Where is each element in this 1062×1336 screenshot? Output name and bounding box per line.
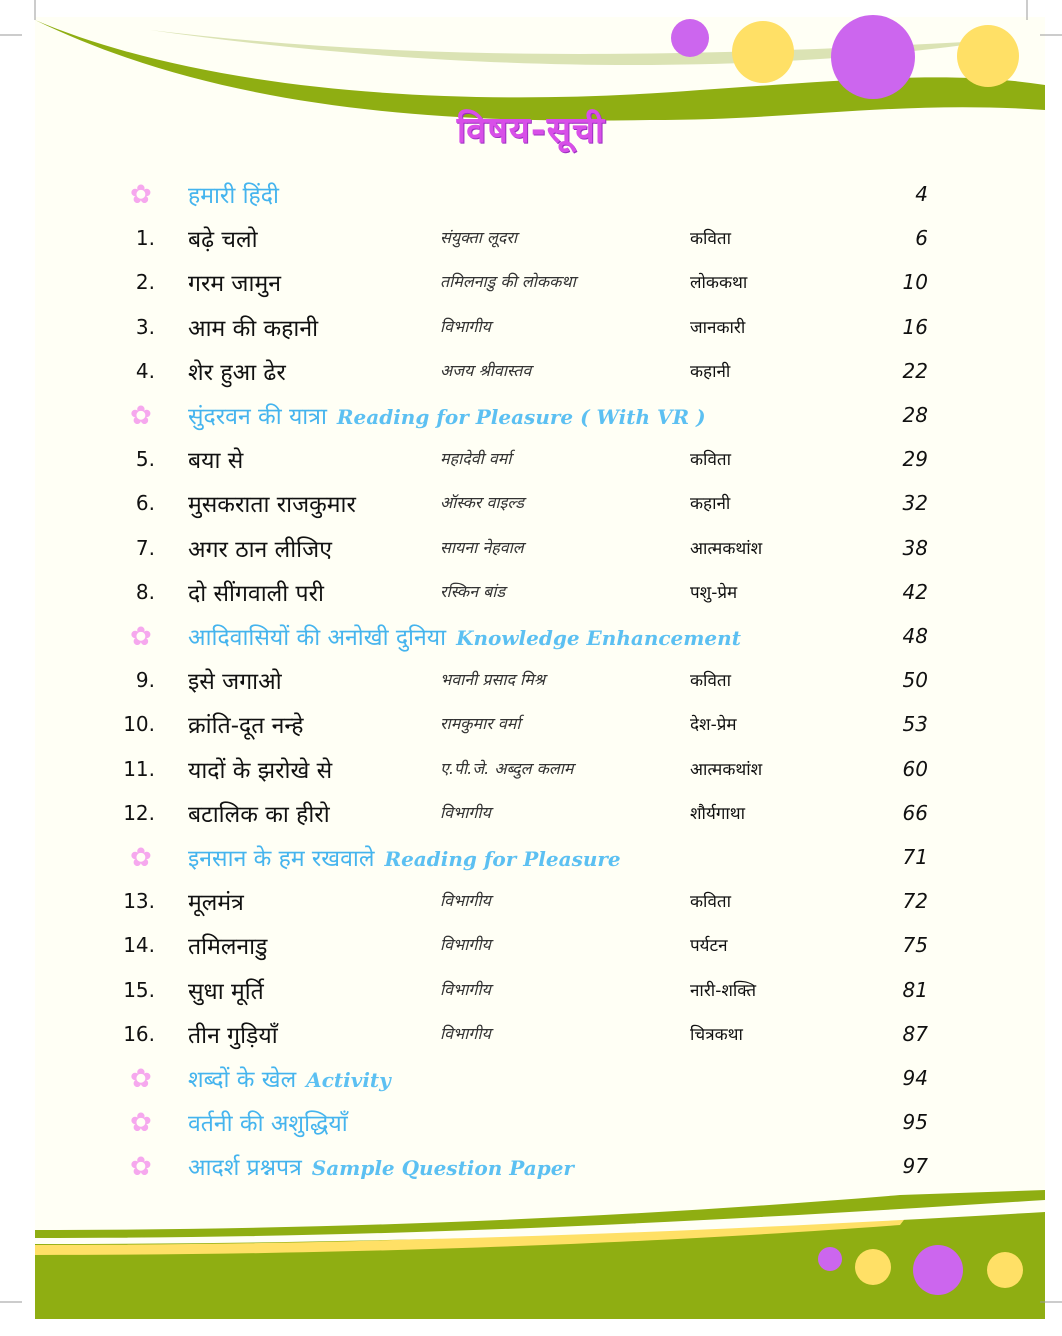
toc-lesson-row[interactable] bbox=[0, 226, 1062, 266]
toc-section-row[interactable] bbox=[0, 624, 1062, 664]
page-number: 75 bbox=[902, 933, 928, 958]
lesson-title: मूलमंत्र bbox=[188, 890, 244, 917]
lesson-title: तीन गुड़ियाँ bbox=[188, 1022, 278, 1049]
lesson-author: भवानी प्रसाद मिश्र bbox=[440, 670, 546, 690]
section-title-hindi: आदर्श प्रश्नपत्र bbox=[188, 1155, 302, 1182]
page-number: 29 bbox=[902, 447, 928, 472]
bottom-green-band bbox=[35, 1190, 1045, 1319]
page-number: 4 bbox=[915, 182, 928, 206]
lesson-genre: आत्मकथांश bbox=[690, 759, 763, 780]
lesson-genre: नारी-शक्ति bbox=[690, 980, 757, 1001]
lesson-author: ए.पी.जे. अब्दुल कलाम bbox=[440, 758, 574, 778]
lesson-author: रामकुमार वर्मा bbox=[440, 714, 521, 734]
lesson-author: संयुक्ता लूदरा bbox=[440, 228, 518, 248]
lesson-genre: पर्यटन bbox=[690, 936, 728, 957]
page-number: 66 bbox=[902, 800, 928, 825]
lesson-title: शेर हुआ ढेर bbox=[188, 359, 286, 386]
flower-icon: ✿ bbox=[130, 1108, 152, 1139]
lesson-genre: आत्मकथांश bbox=[690, 538, 763, 559]
page-title: विषय-सूची bbox=[456, 110, 606, 151]
toc-lesson-row[interactable] bbox=[0, 757, 1062, 797]
flower-icon: ✿ bbox=[130, 401, 152, 431]
lesson-author: विभागीय bbox=[440, 935, 491, 955]
section-title-english: Knowledge Enhancement bbox=[456, 626, 741, 650]
section-title bbox=[188, 841, 621, 873]
section-title bbox=[188, 1150, 574, 1182]
page-number: 95 bbox=[902, 1110, 928, 1135]
page-number: 38 bbox=[902, 535, 928, 560]
page-number: 81 bbox=[902, 977, 928, 1002]
yellow-circle bbox=[987, 1252, 1023, 1288]
lesson-title: बढ़े चलो bbox=[188, 227, 258, 254]
toc-section-row[interactable] bbox=[0, 182, 1062, 222]
lesson-author: तमिलनाडु की लोककथा bbox=[440, 272, 576, 292]
lesson-title: गरम जामुन bbox=[188, 271, 281, 298]
lesson-author: सायना नेहवाल bbox=[440, 537, 524, 557]
section-title bbox=[188, 1062, 391, 1094]
lesson-author: विभागीय bbox=[440, 1023, 491, 1043]
flower-icon: ✿ bbox=[130, 622, 152, 652]
section-title-hindi: इनसान के हम रखवाले bbox=[188, 846, 375, 872]
page-number: 87 bbox=[902, 1021, 928, 1046]
toc-lesson-row[interactable] bbox=[0, 315, 1062, 355]
toc-lesson-row[interactable] bbox=[0, 668, 1062, 708]
lesson-number: 6. bbox=[135, 491, 155, 516]
yellow-circle bbox=[855, 1249, 891, 1285]
toc-lesson-row[interactable] bbox=[0, 491, 1062, 531]
yellow-circle bbox=[732, 21, 794, 83]
lesson-author: अजय श्रीवास्तव bbox=[440, 360, 532, 380]
flower-icon: ✿ bbox=[130, 843, 152, 873]
lesson-author: विभागीय bbox=[440, 802, 491, 822]
lesson-genre: जानकारी bbox=[690, 317, 746, 338]
lesson-genre: चित्रकथा bbox=[690, 1024, 743, 1045]
lesson-genre: कविता bbox=[690, 229, 732, 250]
lesson-number: 12. bbox=[123, 800, 155, 825]
section-title bbox=[188, 1106, 348, 1138]
lesson-genre: कहानी bbox=[690, 494, 731, 515]
lesson-title: दो सींगवाली परी bbox=[188, 580, 324, 607]
lesson-number: 8. bbox=[135, 579, 155, 604]
section-title bbox=[188, 620, 741, 652]
toc-lesson-row[interactable] bbox=[0, 933, 1062, 973]
lesson-number: 14. bbox=[123, 933, 155, 958]
purple-circle bbox=[913, 1245, 963, 1295]
lesson-title: सुधा मूर्ति bbox=[188, 978, 264, 1005]
lesson-author: विभागीय bbox=[440, 979, 491, 999]
lesson-title: बटालिक का हीरो bbox=[188, 801, 330, 828]
toc-lesson-row[interactable] bbox=[0, 580, 1062, 620]
page-number: 22 bbox=[902, 358, 928, 383]
lesson-title: मुसकराता राजकुमार bbox=[188, 492, 356, 519]
page-number: 6 bbox=[915, 226, 928, 251]
lesson-number: 4. bbox=[135, 358, 155, 383]
lesson-title: क्रांति-दूत नन्हे bbox=[188, 713, 304, 740]
lesson-genre: शौर्यगाथा bbox=[690, 803, 746, 824]
page-number: 94 bbox=[902, 1066, 928, 1090]
toc-lesson-row[interactable] bbox=[0, 889, 1062, 929]
lesson-number: 10. bbox=[123, 712, 155, 737]
lesson-number: 5. bbox=[135, 447, 155, 472]
lesson-title: बया से bbox=[188, 448, 244, 475]
lesson-number: 15. bbox=[123, 977, 155, 1002]
page-number: 32 bbox=[902, 491, 928, 516]
lesson-title: तमिलनाडु bbox=[188, 934, 268, 961]
lesson-author: महादेवी वर्मा bbox=[440, 449, 512, 469]
page-number: 60 bbox=[902, 756, 928, 781]
lesson-title: आम की कहानी bbox=[188, 315, 319, 342]
lesson-title: अगर ठान लीजिए bbox=[188, 536, 332, 563]
page-number: 97 bbox=[902, 1154, 928, 1179]
lesson-title: इसे जगाओ bbox=[188, 669, 282, 696]
toc-lesson-row[interactable] bbox=[0, 447, 1062, 487]
purple-circle bbox=[671, 19, 709, 57]
page-number: 50 bbox=[902, 668, 928, 693]
page-number: 48 bbox=[902, 624, 928, 648]
yellow-circle bbox=[957, 25, 1019, 87]
section-title-english: Reading for Pleasure ( With VR ) bbox=[336, 405, 706, 429]
page-number: 72 bbox=[902, 889, 928, 914]
section-title-hindi: शब्दों के खेल bbox=[188, 1067, 297, 1093]
toc-section-row[interactable] bbox=[0, 403, 1062, 443]
section-title-hindi: हमारी हिंदी bbox=[188, 183, 279, 209]
toc-lesson-row[interactable] bbox=[0, 712, 1062, 752]
lesson-author: विभागीय bbox=[440, 891, 491, 911]
lesson-number: 2. bbox=[135, 270, 155, 295]
lesson-genre: कविता bbox=[690, 892, 732, 913]
lesson-genre: कहानी bbox=[690, 361, 731, 382]
section-title-english: Reading for Pleasure bbox=[384, 847, 621, 871]
lesson-genre: लोककथा bbox=[690, 273, 748, 294]
toc-lesson-row[interactable] bbox=[0, 359, 1062, 399]
purple-circle bbox=[818, 1247, 842, 1271]
toc-lesson-row[interactable] bbox=[0, 536, 1062, 576]
page-number: 42 bbox=[902, 579, 928, 604]
toc-section-row[interactable] bbox=[0, 1066, 1062, 1106]
toc-lesson-row[interactable] bbox=[0, 1022, 1062, 1062]
section-title-hindi: सुंदरवन की यात्रा bbox=[188, 404, 327, 430]
lesson-number: 7. bbox=[135, 535, 155, 560]
section-title-english: Activity bbox=[306, 1068, 391, 1092]
toc-section-row[interactable] bbox=[0, 845, 1062, 885]
purple-circle bbox=[831, 15, 915, 99]
toc-lesson-row[interactable] bbox=[0, 270, 1062, 310]
lesson-title: यादों के झरोखे से bbox=[188, 757, 333, 784]
lesson-genre: पशु-प्रेम bbox=[690, 582, 738, 603]
lesson-number: 3. bbox=[135, 314, 155, 339]
lesson-number: 9. bbox=[135, 668, 155, 693]
flower-icon: ✿ bbox=[130, 180, 152, 210]
lesson-number: 16. bbox=[123, 1021, 155, 1046]
lesson-number: 11. bbox=[123, 756, 155, 781]
lesson-author: ऑस्कर वाइल्ड bbox=[440, 493, 524, 513]
section-title bbox=[188, 399, 706, 431]
lesson-author: विभागीय bbox=[440, 316, 491, 336]
section-title-hindi: वर्तनी की अशुद्धियाँ bbox=[188, 1111, 348, 1138]
page-number: 16 bbox=[902, 314, 928, 339]
lesson-genre: कविता bbox=[690, 450, 732, 471]
section-title-hindi: आदिवासियों की अनोखी दुनिया bbox=[188, 625, 447, 651]
page-number: 28 bbox=[902, 403, 928, 427]
page-number: 71 bbox=[902, 845, 928, 869]
lesson-genre: कविता bbox=[690, 671, 732, 692]
lesson-genre: देश-प्रेम bbox=[690, 715, 737, 736]
toc-lesson-row[interactable] bbox=[0, 978, 1062, 1018]
section-title-english: Sample Question Paper bbox=[311, 1156, 574, 1181]
flower-icon: ✿ bbox=[130, 1064, 152, 1094]
flower-icon: ✿ bbox=[130, 1152, 152, 1183]
lesson-number: 1. bbox=[135, 226, 155, 251]
page-number: 53 bbox=[902, 712, 928, 737]
lesson-number: 13. bbox=[123, 889, 155, 914]
lesson-author: रस्किन बांड bbox=[440, 581, 506, 601]
toc-section-row[interactable] bbox=[0, 1110, 1062, 1150]
page-number: 10 bbox=[902, 270, 928, 295]
toc-lesson-row[interactable] bbox=[0, 801, 1062, 841]
section-title bbox=[188, 178, 279, 210]
toc-section-row[interactable] bbox=[0, 1154, 1062, 1194]
